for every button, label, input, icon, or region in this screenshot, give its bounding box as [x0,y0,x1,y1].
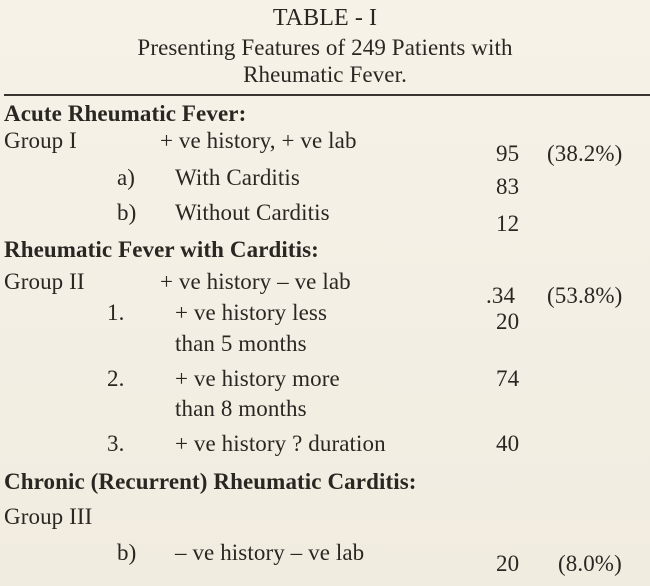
item-text-line2: than 5 months [175,331,307,356]
item-marker: 1. [107,300,125,325]
section-heading-carditis: Rheumatic Fever with Carditis: [4,237,319,262]
group-label: Group III [4,504,93,529]
item-marker: 3. [107,431,125,456]
item-marker: b) [117,200,137,225]
table-number: TABLE - I [272,5,378,31]
item-marker: a) [117,165,136,190]
group-percent: (38.2%) [547,141,623,166]
group-description: + ve history, + ve lab [160,128,357,153]
item-percent: (8.0%) [558,551,622,576]
table-caption-line2: Rheumatic Fever. [243,62,407,87]
item-count: 74 [496,366,520,391]
item-text-line1: + ve history less [175,300,328,325]
item-count: 83 [496,174,520,199]
group-label: Group I [4,128,77,153]
section-heading-acute: Acute Rheumatic Fever: [4,101,247,126]
item-count: 20 [496,309,520,334]
item-text: With Carditis [175,165,300,190]
section-heading-chronic: Chronic (Recurrent) Rheumatic Carditis: [4,469,417,494]
group-percent: (53.8%) [547,283,623,308]
item-marker: 2. [107,366,125,391]
group-count: .34 [486,283,516,308]
group-count: 95 [496,141,520,166]
item-text: + ve history ? duration [175,431,386,456]
group-description: + ve history – ve lab [160,269,351,294]
item-count: 40 [496,431,520,456]
item-text-line1: + ve history more [175,366,340,391]
item-count: 20 [496,551,520,576]
item-text-line2: than 8 months [175,396,307,421]
table-caption-line1: Presenting Features of 249 Patients with [137,35,513,60]
item-marker: b) [117,540,137,565]
group-label: Group II [4,269,85,294]
item-text: – ve history – ve lab [175,540,365,565]
caption-divider [4,94,650,96]
item-count: 12 [496,211,520,236]
item-text: Without Carditis [175,200,330,225]
